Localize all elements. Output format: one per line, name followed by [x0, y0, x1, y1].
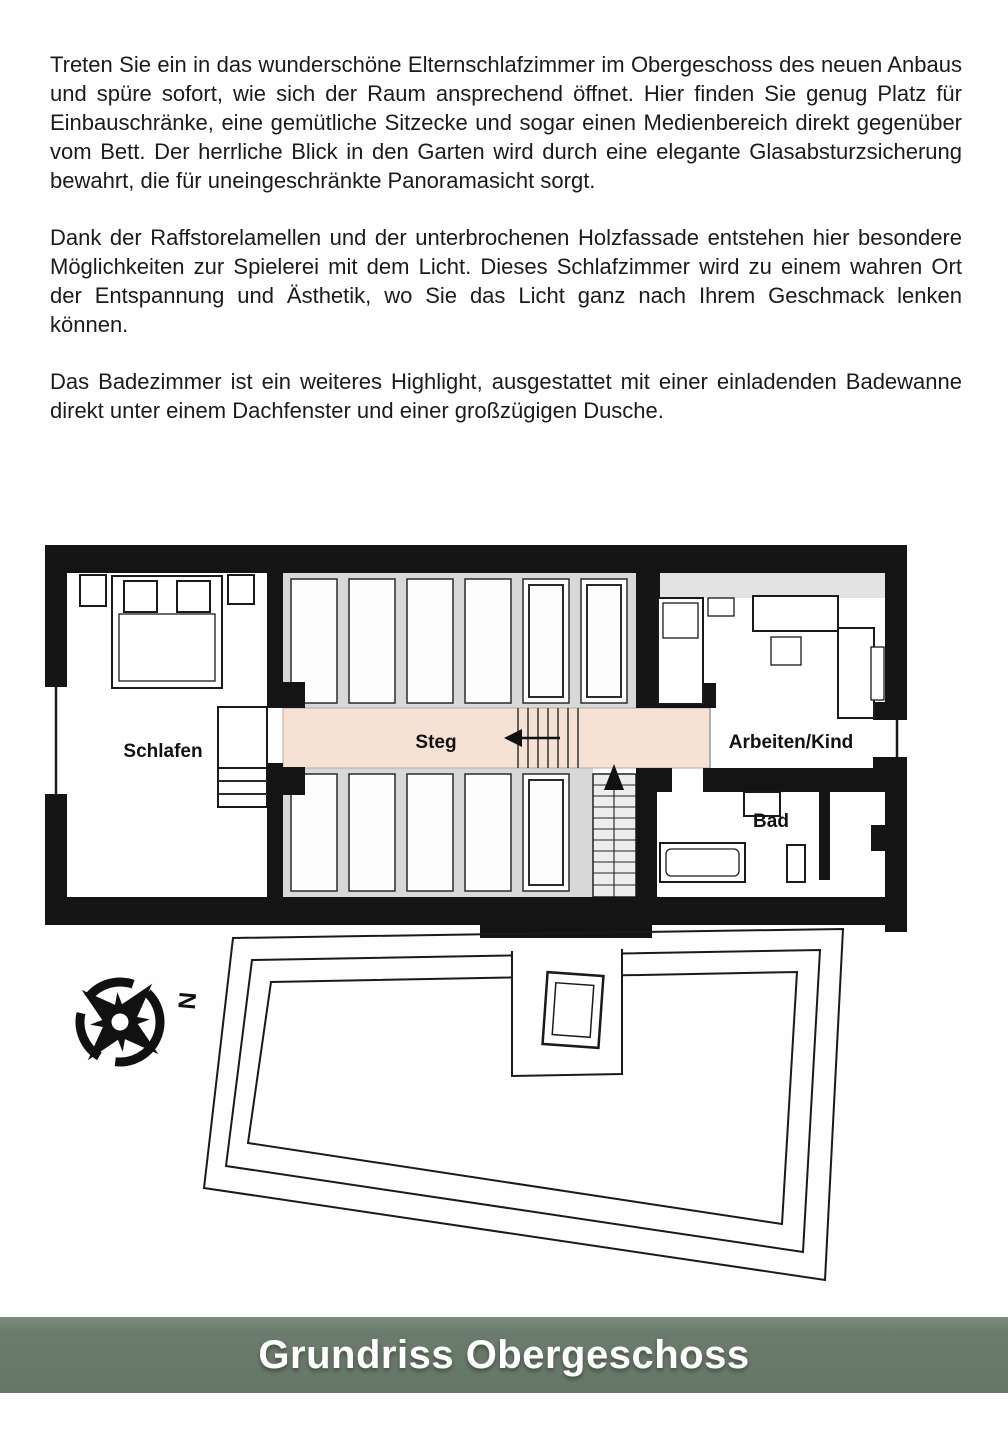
room-label-steg: Steg	[415, 732, 457, 753]
roof-outline	[204, 929, 843, 1280]
banner	[0, 1317, 1008, 1393]
description-text	[50, 50, 962, 453]
nightstand	[228, 575, 254, 604]
room-label-schlafen: Schlafen	[123, 741, 203, 762]
banner-title: Grundriss Obergeschoss	[258, 1332, 750, 1377]
roof-glazing-lower	[283, 768, 593, 897]
paragraph-1: Treten Sie ein in das wunderschöne Elternschlafzimmer im Obergeschoss des neuen Anbaus und spüre sofort, wie sich der Raum ansprechend öffnet. Hier finden Sie genug Platz für Einbauschränke, eine gemütliche Sitzecke und sogar einen Medienbereich direkt gegenüber vom Bett. Der herrliche Blick in den Garten wird durch eine elegante Glasabsturzsicherung bewahrt, die für uneingeschränkte Panoramasicht sorgt.	[50, 52, 962, 193]
pillow	[663, 603, 698, 638]
desk	[753, 596, 838, 631]
toilet	[787, 845, 805, 882]
compass-north-label: N	[172, 990, 201, 1011]
floorplan	[0, 530, 1008, 1320]
pillow	[124, 581, 157, 612]
bad-furniture	[660, 792, 805, 882]
roof-glazing-upper	[283, 573, 640, 708]
arbeiten-kind-furniture	[658, 573, 885, 718]
paragraph-3: Das Badezimmer ist ein weiteres Highlight, ausgestattet mit einer einladenden Badewanne direkt unter einem Dachfenster und einer großzügigen Dusche.	[50, 369, 962, 423]
staircase	[593, 764, 636, 897]
landing-steps	[218, 707, 267, 807]
skylight	[543, 972, 604, 1048]
nightstand	[708, 598, 734, 616]
radiator	[871, 647, 884, 700]
pillow	[177, 581, 210, 612]
steg-walkway	[283, 708, 710, 768]
wardrobe	[838, 628, 874, 718]
chair	[771, 637, 801, 665]
nightstand	[80, 575, 106, 606]
paragraph-2: Dank der Raffstorelamellen und der unterbrochenen Holzfassade entstehen hier besondere Möglichkeiten zur Spielerei mit dem Licht. Dieses Schlafzimmer wird zu einem wahren Ort der Entspannung und Ästhetik, wo Sie das Licht ganz nach Ihrem Geschmack lenken können.	[50, 225, 962, 337]
schlafen-furniture	[80, 575, 254, 688]
room-label-arbeiten-kind: Arbeiten/Kind	[728, 732, 854, 753]
room-label-bad: Bad	[753, 811, 789, 832]
compass-icon	[50, 952, 201, 1093]
